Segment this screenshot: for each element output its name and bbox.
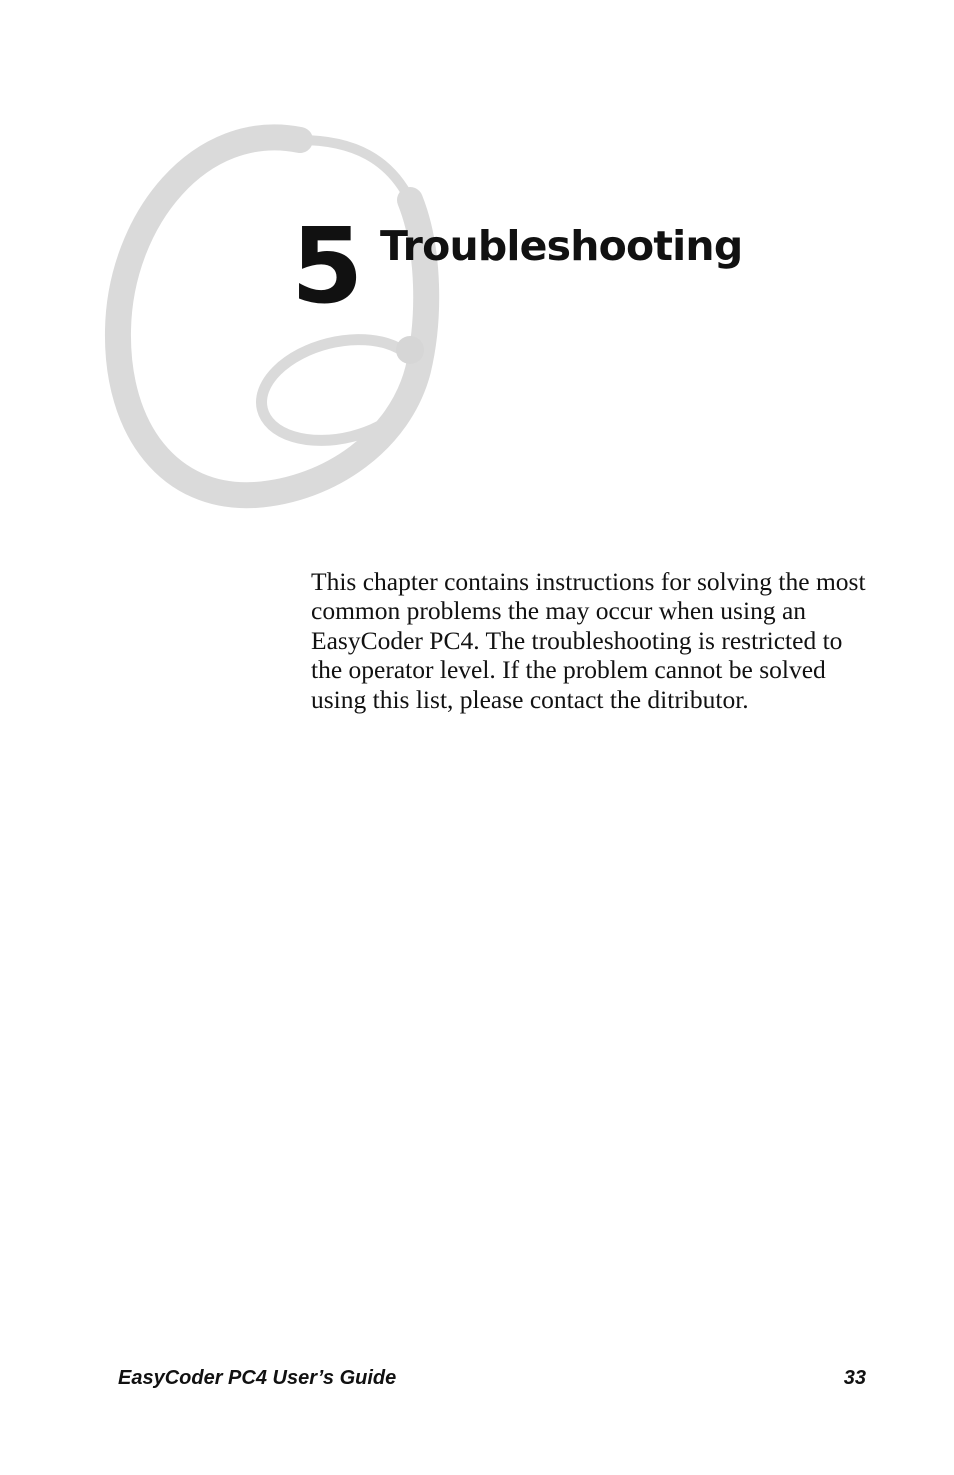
decorative-ring-large xyxy=(118,137,426,495)
decorative-ring-inner xyxy=(300,140,410,200)
intro-paragraph: This chapter contains instructions for solving the most common problems the may occur when using an EasyCoder PC4. The troubleshooting is restricted to the operator level. If the problem cannot be solved using this list, please contact the ditributor. xyxy=(311,567,866,714)
footer-guide-title: EasyCoder PC4 User’s Guide xyxy=(118,1367,397,1389)
decorative-dot xyxy=(396,336,424,364)
chapter-decoration xyxy=(0,0,954,560)
chapter-number: 5 xyxy=(291,205,362,327)
chapter-intro xyxy=(311,567,871,714)
footer-page-number: 33 xyxy=(843,1367,866,1389)
chapter-title: Troubleshooting xyxy=(380,222,743,270)
